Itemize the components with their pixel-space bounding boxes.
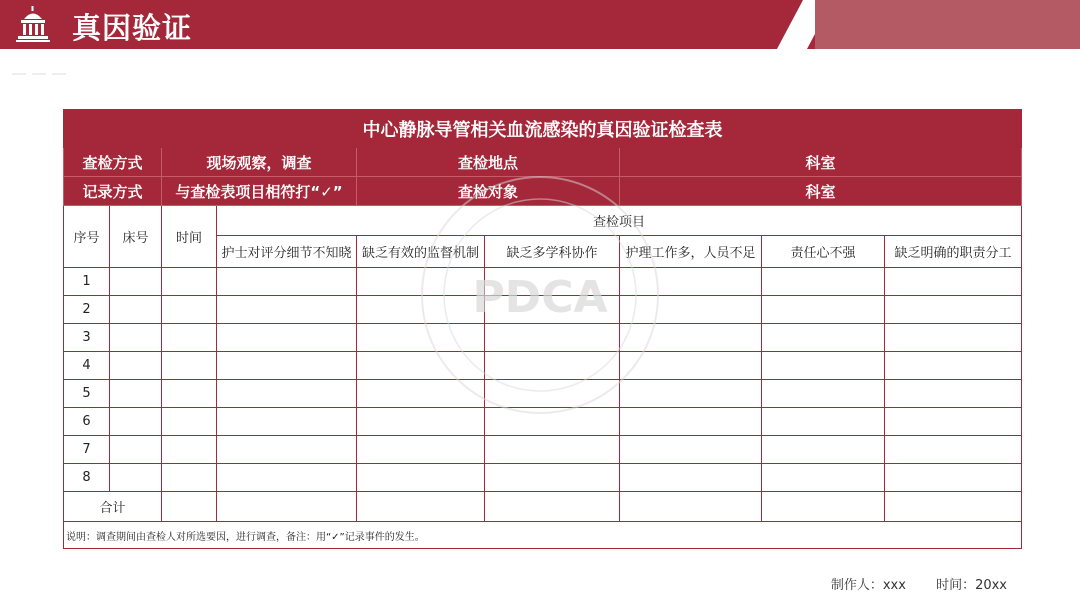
col-time: 时间 xyxy=(162,206,217,268)
decorative-dashes xyxy=(12,60,82,70)
table-row xyxy=(64,352,1022,380)
method-value: 现场观察，调查 xyxy=(162,148,357,177)
table-row xyxy=(64,296,1022,324)
table-row xyxy=(64,380,1022,408)
table-row xyxy=(64,324,1022,352)
item-header: 护理工作多，人员不足 xyxy=(620,236,762,268)
record-label: 记录方式 xyxy=(64,177,162,206)
table-row xyxy=(64,464,1022,492)
location-label: 查检地点 xyxy=(357,148,620,177)
page-title: 真因验证 xyxy=(72,11,193,45)
time-label: 时间：20xx xyxy=(936,578,1007,593)
method-label: 查检方式 xyxy=(64,148,162,177)
item-header: 缺乏多学科协作 xyxy=(485,236,620,268)
table-title: 中心静脉导管相关血流感染的真因验证检查表 xyxy=(64,110,1022,148)
table-row xyxy=(64,268,1022,296)
building-icon xyxy=(14,5,52,43)
item-header: 责任心不强 xyxy=(762,236,885,268)
footer xyxy=(805,574,1007,593)
item-header: 护士对评分细节不知晓 xyxy=(217,236,357,268)
table-row xyxy=(64,436,1022,464)
item-header: 缺乏明确的职责分工 xyxy=(885,236,1022,268)
watermark-text: PDCA xyxy=(472,272,608,323)
row-number: 2 xyxy=(64,296,110,324)
table-row xyxy=(64,408,1022,436)
total-row xyxy=(64,492,1022,522)
table-note: 说明：调查期间由查检人对所选要因，进行调查，备注：用“✓”记录事件的发生。 xyxy=(64,522,1022,549)
object-label: 查检对象 xyxy=(357,177,620,206)
row-number: 6 xyxy=(64,408,110,436)
row-number: 7 xyxy=(64,436,110,464)
location-value: 科室 xyxy=(620,148,1022,177)
row-number: 1 xyxy=(64,268,110,296)
record-value: 与查检表项目相符打“✓” xyxy=(162,177,357,206)
maker-label: 制作人：xxx xyxy=(830,578,906,593)
row-number: 3 xyxy=(64,324,110,352)
row-number: 8 xyxy=(64,464,110,492)
col-seq: 序号 xyxy=(64,206,110,268)
col-group: 查检项目 xyxy=(217,206,1022,236)
row-number: 5 xyxy=(64,380,110,408)
row-number: 4 xyxy=(64,352,110,380)
total-label: 合计 xyxy=(64,492,162,522)
header-bar xyxy=(0,0,1080,49)
col-bed: 床号 xyxy=(110,206,162,268)
header-accent xyxy=(815,0,1080,49)
item-header: 缺乏有效的监督机制 xyxy=(357,236,485,268)
check-table xyxy=(63,109,1022,549)
object-value: 科室 xyxy=(620,177,1022,206)
